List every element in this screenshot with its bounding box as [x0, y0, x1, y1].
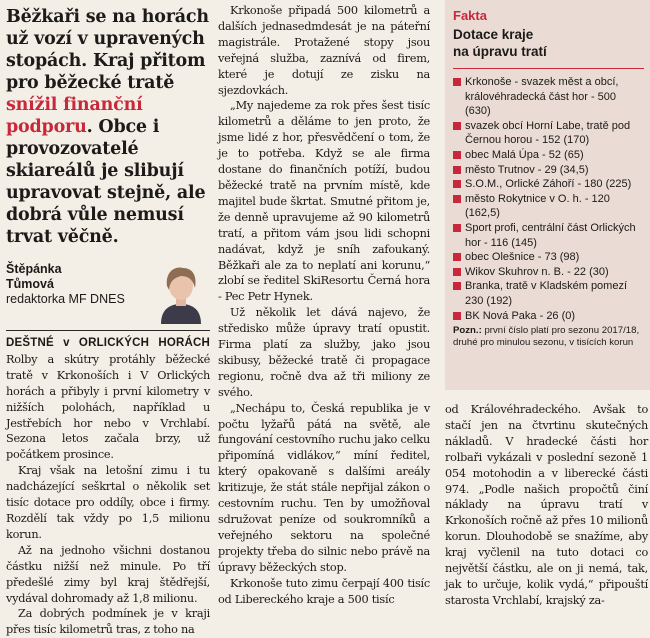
- article-p1: [6, 335, 210, 463]
- article-p9: Krkonoše tuto zimu čerpají 400 tisíc od Libereckého kraje a 500 tisíc: [218, 576, 430, 606]
- facts-item: [453, 221, 644, 250]
- square-bullet-icon: [453, 195, 461, 203]
- author-role: redaktorka MF DNES: [6, 292, 125, 306]
- facts-item: [453, 148, 644, 163]
- author-text: [6, 262, 125, 307]
- square-bullet-icon: [453, 151, 461, 159]
- facts-rule: [453, 68, 644, 69]
- facts-title-line1: Dotace kraje: [453, 27, 534, 42]
- facts-item: [453, 163, 644, 178]
- article-p4: Za dobrých podmínek je v kraji přes tisíc kilometrů tras, z toho na: [6, 607, 210, 637]
- facts-box: [445, 0, 650, 390]
- lead-text-after: . Obce i provozovatelé skiareálů je slibují upravovat stejně, ale dobrá vůle nemusí trvat věčně.: [6, 117, 206, 247]
- square-bullet-icon: [453, 253, 461, 261]
- facts-item-text: Wikov Skuhrov n. B. - 22 (30): [465, 265, 609, 278]
- article-p8: „Nechápu to, Česká republika je v počtu lyžařů pátá na světě, ale fungování cestovního ruchu jako celku připomíná vidlákov,“ míní ředitel, který opakovaně s dalšími areály kritizuje, že stát stále nepřijal zákon o cestovním ruchu. Ten by umožňoval sdružovat peníze od soukromníků a veřejného sektoru na společné projekty třeba do silnic nebo právě na úpravy běžeckých stop.: [218, 401, 430, 574]
- column-1-body: [6, 335, 210, 638]
- facts-item: [453, 177, 644, 192]
- facts-note-label: Pozn.:: [453, 325, 482, 337]
- square-bullet-icon: [453, 224, 461, 232]
- square-bullet-icon: [453, 312, 461, 320]
- author-last-name: Tůmová: [6, 277, 54, 291]
- facts-item-text: město Rokytnice v O. h. - 120 (162,5): [465, 192, 610, 220]
- square-bullet-icon: [453, 78, 461, 86]
- article-p7: Už několik let dává najevo, že středisko může úpravy tratí opustit. Firma platí za služby, jako jsou skibusy, běžecké tratě či propagace regionu, ročně dva až tři miliony ze svého.: [218, 306, 430, 399]
- column-2: [218, 3, 430, 607]
- author-block: [6, 262, 210, 324]
- facts-list: [453, 75, 644, 323]
- article-p10: od Královéhradeckého. Avšak to stačí jen na čtvrtinu skutečných nákladů. V hradecké části hor rolbaři vykázali v poslední sezoně 1 054 motohodin a v liberecké části 974. „Podle našich propočtů činí náklady na úpravu tratí v Krkonoších ročně až přes 10 milionů korun. Dlouhodobě se snažíme, aby kraj vyčlenil na tuto dotaci co největší částku, ale on ji nemá, tak, jak to určuje, kolik vydá,“ připouští starosta Vrchlabí, krajský za-: [445, 403, 648, 607]
- square-bullet-icon: [453, 282, 461, 290]
- article-p6: „My najedeme za rok přes šest tisíc kilometrů a děláme to jen proto, že jsme lidé z hor, přesvědčení o tom, že je to potřeba. Když se ale firma dostane do finančních potíží, budou běžecké tratě na prvním místě, kde majitel bude škrtat. Smutné přitom je, že denně upravujeme až 90 kilometrů tratí, a přitom vám jsou lidi schopni nadávat, když je sníh zafoukaný. Běžkaři ale za to neplatí ani korunu,“ zlobí se ředitel SkiResortu Černá hora - Pec Petr Hynek.: [218, 99, 430, 304]
- square-bullet-icon: [453, 122, 461, 130]
- facts-item-text: město Trutnov - 29 (34,5): [465, 163, 589, 176]
- facts-item-text: Sport profi, centrální část Orlických hor - 116 (145): [465, 221, 636, 249]
- square-bullet-icon: [453, 180, 461, 188]
- facts-item-text: BK Nová Paka - 26 (0): [465, 309, 576, 322]
- column-3: [445, 402, 648, 609]
- square-bullet-icon: [453, 166, 461, 174]
- section-rule: [6, 330, 210, 331]
- facts-item: [453, 119, 644, 148]
- facts-item: [453, 192, 644, 221]
- facts-item-text: svazek obcí Horní Labe, tratě pod Černou horou - 152 (170): [465, 119, 631, 147]
- facts-note: [453, 325, 644, 349]
- facts-title-line2: na úpravu tratí: [453, 44, 547, 59]
- article-p2: Kraj však na letošní zimu i tu nadcházející seškrtal o několik set tisíc dotace pro oddíly, obce i firmy. Rozdělí tak vždy po 1,5 milionu korun.: [6, 464, 210, 541]
- author-first-name: Štěpánka: [6, 262, 62, 276]
- square-bullet-icon: [453, 268, 461, 276]
- author-photo: [155, 262, 207, 324]
- article-p3: Až na jednoho všichni dostanou částku nižší než minule. Po tří předešlé zimy byl kraj štědřejší, vydával dohromady až 1,8 milionu.: [6, 543, 210, 605]
- lead-paragraph: [6, 6, 210, 248]
- facts-item: [453, 75, 644, 119]
- facts-item: [453, 250, 644, 265]
- article-p5: Krkonoše připadá 500 kilometrů a dalších jednasedmdesát je na páteřní magistrále. Protažené stopy jsou veřejná služba, zaznívá od firem, které je dotují ze zisku na sjezdovkách.: [218, 4, 430, 97]
- facts-item-text: obec Olešnice - 73 (98): [465, 251, 580, 264]
- lead-text-before: Běžkaři se na horách už vozí v upravených stopách. Kraj přitom pro běžecké tratě: [6, 7, 209, 93]
- facts-item-text: S.O.M., Orlické Záhoří - 180 (225): [465, 178, 632, 191]
- facts-item-text: Branka, tratě v Kladském pomezí 230 (192): [465, 280, 628, 307]
- lead-highlight: snížil finanční podporu: [6, 95, 143, 137]
- facts-item-text: obec Malá Úpa - 52 (65): [465, 148, 584, 161]
- facts-item: [453, 265, 644, 280]
- dateline-subhead: DEŠTNÉ v ORLICKÝCH HORÁCH: [6, 337, 210, 349]
- facts-tag: Fakta: [453, 8, 487, 23]
- article-p1-text: Rolby a skútry protáhly běžecké tratě v Krkonoších i V Orlických horách a přibyly i první kilometry v nižších polohách, například u Jestřebích hor nebo v Vrchlabí. Sezona letos začala brzy, už počátkem prosince.: [6, 352, 210, 462]
- facts-item: [453, 279, 644, 308]
- facts-item: [453, 309, 644, 324]
- facts-item-text: Krkonoše - svazek měst a obcí, královéhradecká část hor - 500 (630): [465, 76, 619, 118]
- column-1: [6, 0, 210, 638]
- facts-note-text: první číslo platí pro sezonu 2017/18, druhé pro minulou sezonu, v tisících korun: [453, 325, 640, 349]
- facts-title: [453, 26, 644, 60]
